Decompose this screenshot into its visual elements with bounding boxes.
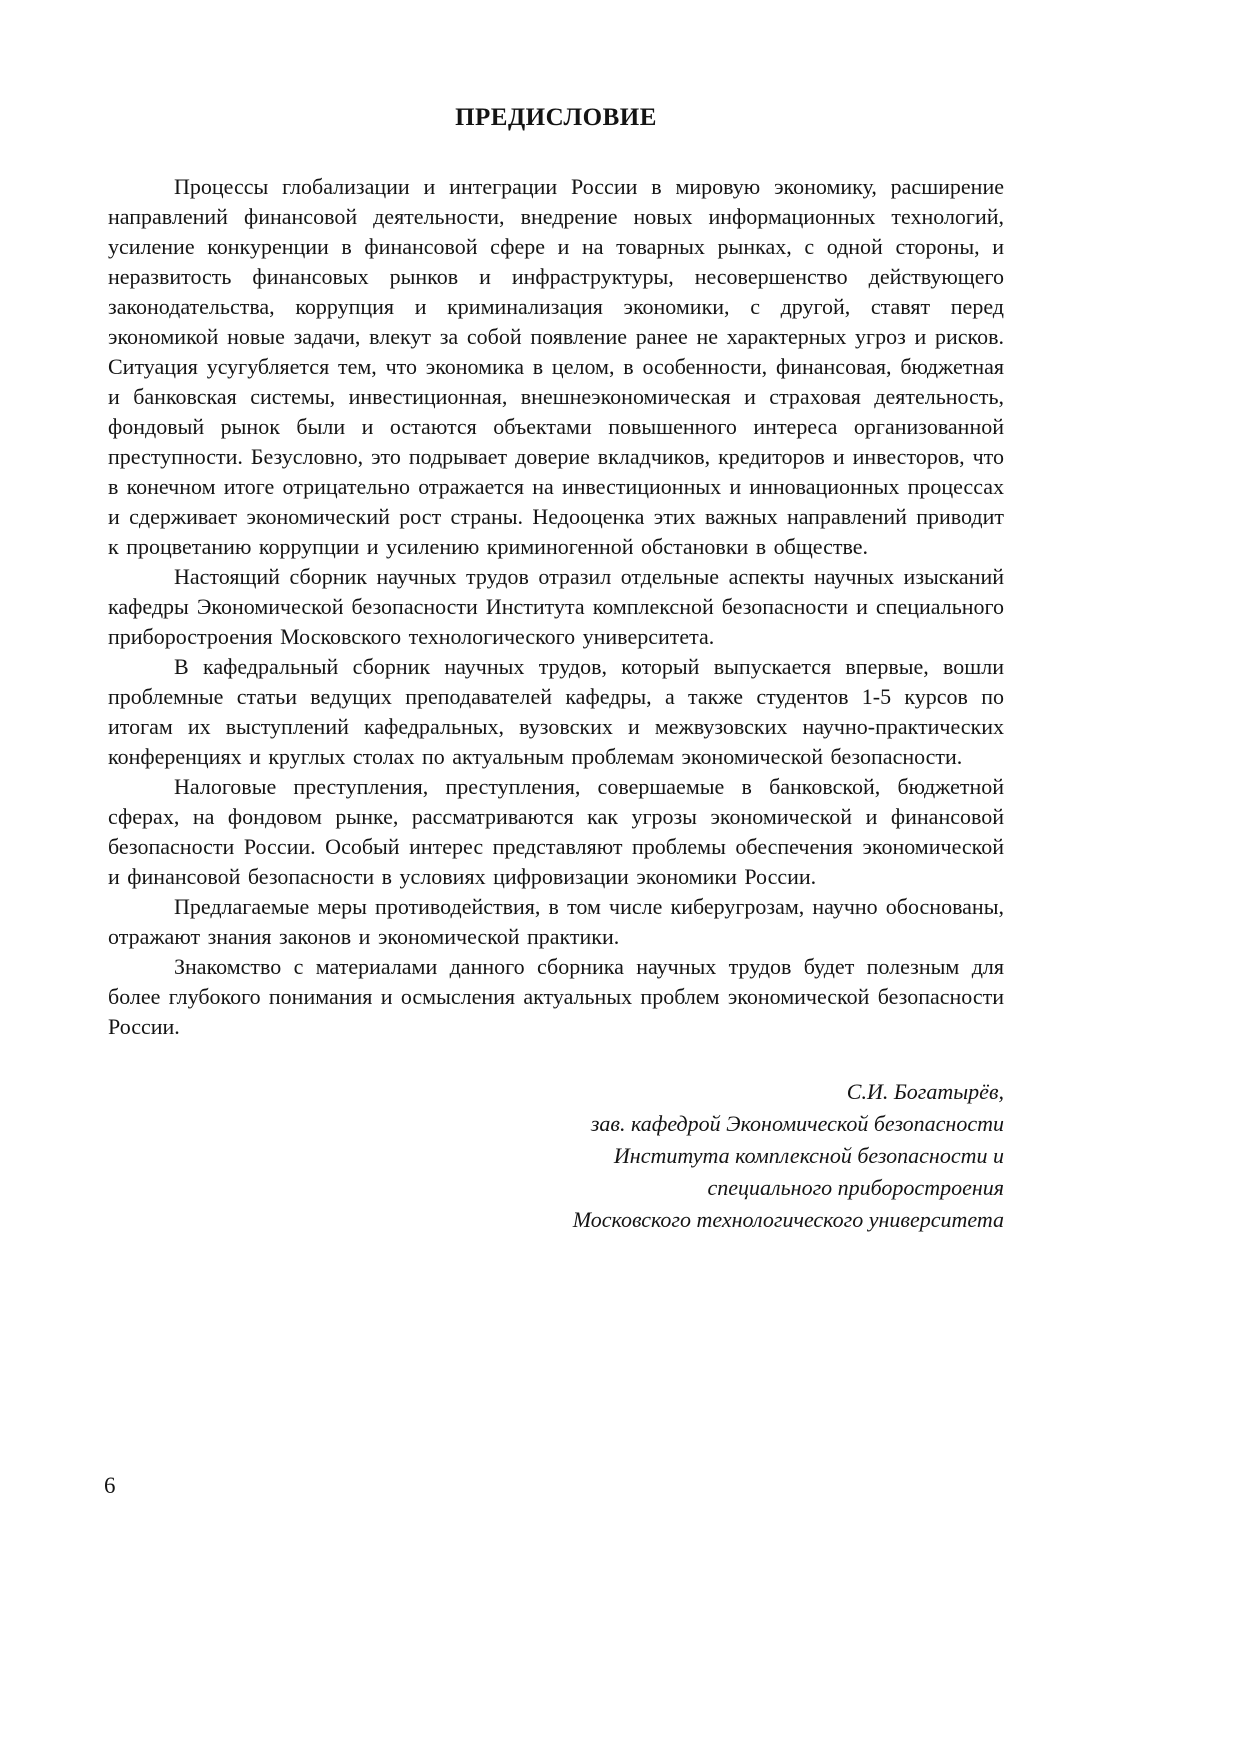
page-title: ПРЕДИСЛОВИЕ — [455, 104, 657, 131]
paragraph: Налоговые преступления, преступления, совершаемые в банковской, бюджетной сферах, на фондовом рынке, рассматриваются как угрозы экономической и финансовой безопасности России. Особый интерес представляют проблемы обеспечения экономической и финансовой безопасности в условиях цифровизации экономики России. — [108, 774, 1004, 889]
paragraph: Процессы глобализации и интеграции России в мировую экономику, расширение направлений финансовой деятельности, внедрение новых информационных технологий, усиление конкуренции в финансовой сфере и на товарных рынках, с одной стороны, и неразвитость финансовых рынков и инфраструктуры, несовершенство действующего законодательства, коррупция и криминализация экономики, с другой, ставят перед экономикой новые задачи, влекут за собой появление ранее не характерных угроз и рисков. Ситуация усугубляется тем, что экономика в целом, в особенности, финансовая, бюджетная и банковская системы, инвестиционная, внешнеэкономическая и страховая деятельность, фондовый рынок были и остаются объектами повышенного интереса организованной преступности. Безусловно, это подрывает доверие вкладчиков, кредиторов и инвесторов, что в конечном итоге отрицательно отражается на инвестиционных и инновационных процессах и сдерживает экономический рост страны. Недооценка этих важных направлений приводит к процветанию коррупции и усилению криминогенной обстановки в обществе. — [108, 174, 1004, 559]
text-column — [108, 104, 1004, 1236]
paragraph: Знакомство с материалами данного сборника научных трудов будет полезным для более глубокого понимания и осмысления актуальных проблем экономической безопасности России. — [108, 954, 1004, 1039]
paragraph: Предлагаемые меры противодействия, в том числе киберугрозам, научно обоснованы, отражают знания законов и экономической практики. — [108, 894, 1004, 949]
signature-line: специального приборостроения — [707, 1175, 1004, 1200]
signature-line: Московского технологического университета — [572, 1207, 1004, 1232]
signature-block — [108, 1076, 1004, 1236]
paragraph: Настоящий сборник научных трудов отразил отдельные аспекты научных изысканий кафедры Экономической безопасности Института комплексной безопасности и специального приборостроения Московского технологического университета. — [108, 564, 1004, 649]
signature-line: С.И. Богатырёв, — [846, 1079, 1004, 1104]
paragraph: В кафедральный сборник научных трудов, который выпускается впервые, вошли проблемные статьи ведущих преподавателей кафедры, а также студентов 1-5 курсов по итогам их выступлений кафедральных, вузовских и межвузовских научно-практических конференциях и круглых столах по актуальным проблемам экономической безопасности. — [108, 654, 1004, 769]
signature-line: зав. кафедрой Экономической безопасности — [590, 1111, 1004, 1136]
signature-line: Института комплексной безопасности и — [613, 1143, 1004, 1168]
page-number: 6 — [104, 1473, 116, 1498]
